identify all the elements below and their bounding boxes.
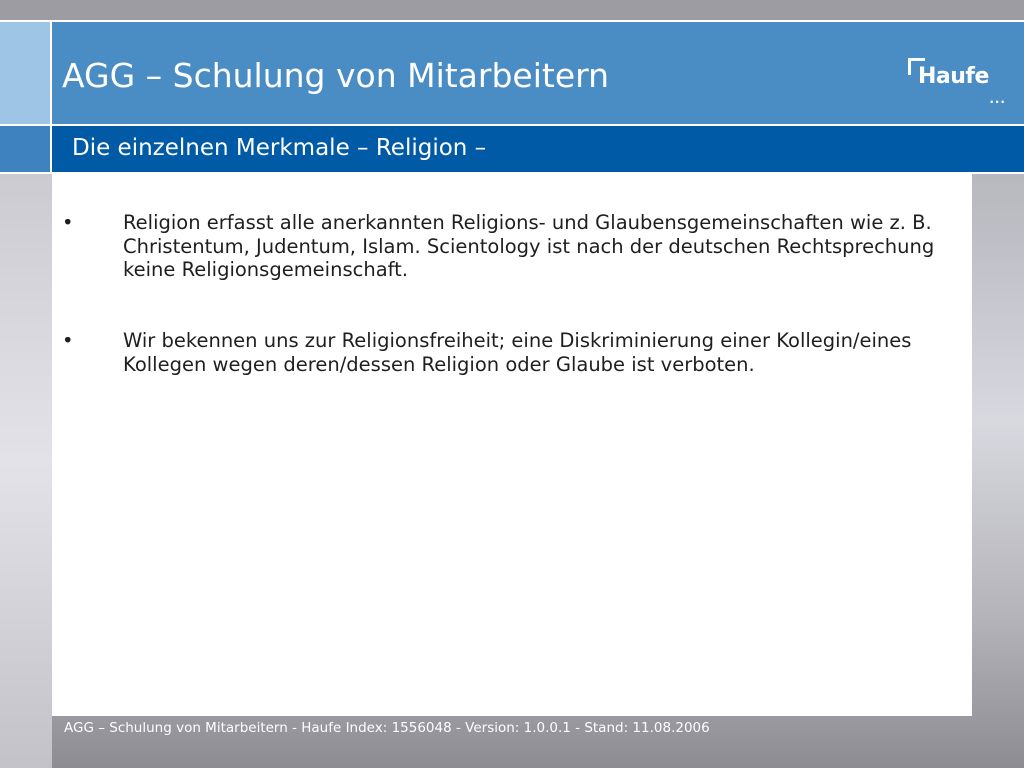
haufe-logo — [908, 58, 1006, 106]
slide-header — [0, 20, 1024, 126]
logo-wordmark: Haufe — [918, 64, 989, 89]
bullet-symbol: • — [62, 211, 74, 234]
bullet-text: Religion erfasst alle anerkannten Religions- und Glaubensgemeinschaften wie z. B. Christentum, Judentum, Islam. Scientology ist nach der deutschen Rechtsprechung keine Religionsgemeinschaft. — [123, 211, 935, 281]
slide-subtitle: Die einzelnen Merkmale – Religion – — [72, 135, 487, 161]
slide-subheader — [0, 126, 1024, 174]
bullet-symbol: • — [62, 329, 74, 352]
header-left-panel — [0, 22, 52, 124]
slide-footer: AGG – Schulung von Mitarbeitern - Haufe Index: 1556048 - Version: 1.0.0.1 - Stand: 11.08.2006 — [64, 720, 710, 736]
bullet-text: Wir bekennen uns zur Religionsfreiheit; eine Diskriminierung einer Kollegin/eines Kollegen wegen deren/dessen Religion oder Glaube ist verboten. — [123, 329, 912, 376]
subheader-left-panel — [0, 126, 52, 172]
top-bar — [0, 0, 1024, 20]
slide-title: AGG – Schulung von Mitarbeitern — [62, 56, 610, 95]
slide-content — [52, 174, 972, 716]
logo-dots: ... — [989, 92, 1006, 106]
